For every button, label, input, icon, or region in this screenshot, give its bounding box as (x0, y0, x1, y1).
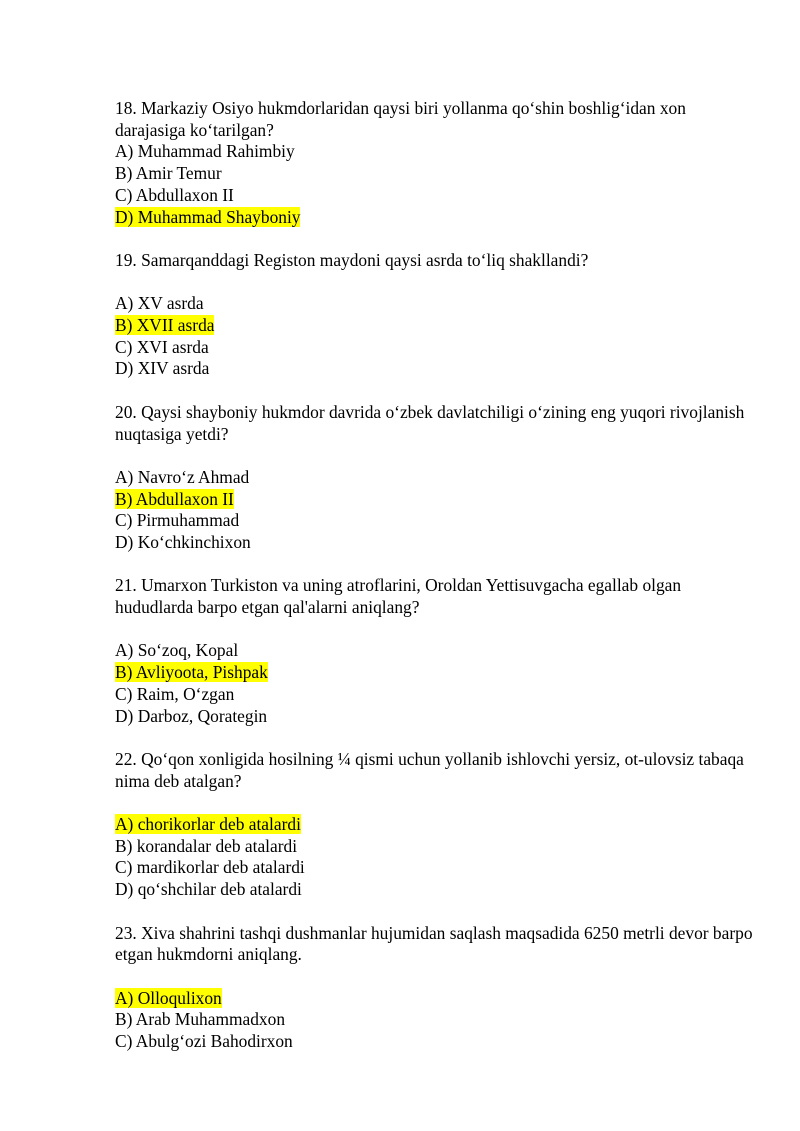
question-text: 23. Xiva shahrini tashqi dushmanlar hujumidan saqlash maqsadida 6250 metrli devor barpo etgan hukmdorni aniqlang. (115, 922, 753, 965)
question-23 (115, 923, 755, 1053)
option-d: D) Ko‘chkinchixon (115, 532, 251, 552)
option-d-highlighted: D) Muhammad Shayboniy (115, 206, 301, 227)
question-text: 21. Umarxon Turkiston va uning atroflarini, Oroldan Yettisuvgacha egallab olgan hududlarda barpo etgan qal'alarni aniqlang? (115, 575, 682, 618)
option-b-highlighted: B) Avliyoota, Pishpak (115, 662, 268, 683)
option-c: C) XVI asrda (115, 336, 209, 357)
question-19 (115, 250, 755, 380)
option-b: B) Amir Temur (115, 163, 222, 184)
question-22 (115, 749, 755, 901)
question-18 (115, 98, 755, 228)
option-a: A) Muhammad Rahimbiy (115, 141, 295, 162)
option-d: D) Darboz, Qorategin (115, 705, 268, 726)
document-page (115, 98, 755, 1074)
question-text: 22. Qo‘qon xonligida hosilning ¼ qismi uchun yollanib ishlovchi yersiz, ot-ulovsiz tabaqa nima deb atalgan? (115, 748, 744, 791)
option-b-highlighted: B) Abdullaxon II (115, 488, 234, 509)
option-c: C) mardikorlar deb atalardi (115, 857, 305, 878)
option-c: C) Abdullaxon II (115, 184, 234, 205)
question-text: 19. Samarqanddagi Registon maydoni qaysi asrda to‘liq shakllandi? (115, 249, 589, 270)
option-c: C) Pirmuhammad (115, 510, 240, 531)
option-a: A) Navro‘z Ahmad (115, 466, 250, 487)
option-d: D) XIV asrda (115, 358, 210, 379)
option-c: C) Abulg‘ozi Bahodirxon (115, 1031, 293, 1052)
option-a-highlighted: A) Olloqulixon (115, 987, 222, 1008)
question-text: 20. Qaysi shayboniy hukmdor davrida o‘zbek davlatchiligi o‘zining eng yuqori rivojlanish nuqtasiga yetdi? (115, 401, 745, 444)
option-c: C) Raim, O‘zgan (115, 683, 235, 704)
option-b: B) Arab Muhammadxon (115, 1009, 286, 1030)
option-a-highlighted: A) chorikorlar deb atalardi (115, 814, 301, 835)
question-text: 18. Markaziy Osiyo hukmdorlaridan qaysi biri yollanma qo‘shin boshlig‘idan xon darajasiga ko‘tarilgan? (115, 98, 686, 140)
option-d: D) qo‘shchilar deb atalardi (115, 879, 302, 900)
option-a: A) So‘zoq, Kopal (115, 640, 239, 661)
option-b-highlighted: B) XVII asrda (115, 315, 215, 335)
question-21 (115, 575, 755, 727)
question-20 (115, 402, 755, 554)
option-a: A) XV asrda (115, 293, 204, 314)
option-b: B) korandalar deb atalardi (115, 835, 298, 856)
